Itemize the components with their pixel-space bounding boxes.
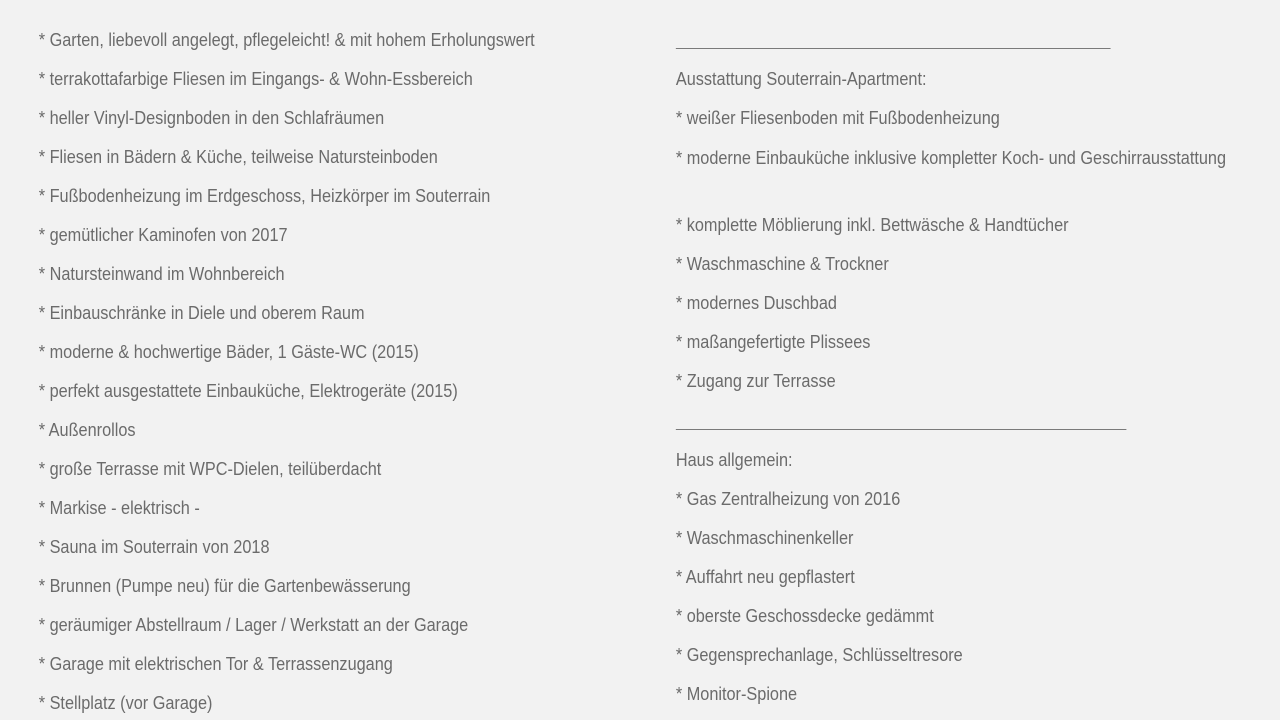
list-item: * moderne Einbauküche inklusive kompletter Koch- und Geschirrausstattung [675, 147, 1227, 168]
list-item: * perfekt ausgestattete Einbauküche, Elektrogeräte (2015) [38, 380, 458, 401]
haus-heading: Haus allgemein: [675, 449, 793, 470]
list-item: * terrakottafarbige Fliesen im Eingangs- & Wohn-Essbereich [38, 68, 473, 89]
list-item: * Sauna im Souterrain von 2018 [38, 536, 270, 557]
list-item: * maßangefertigte Plissees [675, 331, 871, 352]
list-item: * Garage mit elektrischen Tor & Terrassenzugang [38, 653, 393, 674]
list-item: * Waschmaschine & Trockner [675, 253, 889, 274]
list-item: * Natursteinwand im Wohnbereich [38, 263, 285, 284]
souterrain-heading: Ausstattung Souterrain-Apartment: [675, 68, 927, 89]
list-item: * Gegensprechanlage, Schlüsseltresore [675, 644, 963, 665]
list-item: * Waschmaschinenkeller [675, 527, 854, 548]
list-item: * Brunnen (Pumpe neu) für die Gartenbewässerung [38, 575, 411, 596]
list-item: * Einbauschränke in Diele und oberem Raum [38, 302, 365, 323]
list-item: * weißer Fliesenboden mit Fußbodenheizung [675, 107, 1000, 128]
section-divider [676, 429, 1127, 430]
list-item: * Zugang zur Terrasse [675, 370, 836, 391]
list-item: * heller Vinyl-Designboden in den Schlafräumen [38, 107, 385, 128]
list-item: * moderne & hochwertige Bäder, 1 Gäste-WC (2015) [38, 341, 419, 362]
list-item: * Fußbodenheizung im Erdgeschoss, Heizkörper im Souterrain [38, 185, 491, 206]
list-item: * oberste Geschossdecke gedämmt [675, 605, 934, 626]
list-item: * Fliesen in Bädern & Küche, teilweise Natursteinboden [38, 146, 438, 167]
list-item: * Gas Zentralheizung von 2016 [675, 488, 901, 509]
list-item: * Garten, liebevoll angelegt, pflegeleicht! & mit hohem Erholungswert [38, 29, 535, 50]
list-item: * komplette Möblierung inkl. Bettwäsche & Handtücher [675, 214, 1069, 235]
list-item: * modernes Duschbad [675, 292, 837, 313]
list-item: * Stellplatz (vor Garage) [38, 692, 213, 713]
list-item: * Markise - elektrisch - [38, 497, 200, 518]
list-item: * große Terrasse mit WPC-Dielen, teilüberdacht [38, 458, 382, 479]
list-item: * Monitor-Spione [675, 683, 798, 704]
section-divider [676, 48, 1111, 49]
list-item: * geräumiger Abstellraum / Lager / Werkstatt an der Garage [38, 614, 469, 635]
list-item: * gemütlicher Kaminofen von 2017 [38, 224, 288, 245]
list-item: * Außenrollos [38, 419, 136, 440]
list-item: * Auffahrt neu gepflastert [675, 566, 855, 587]
